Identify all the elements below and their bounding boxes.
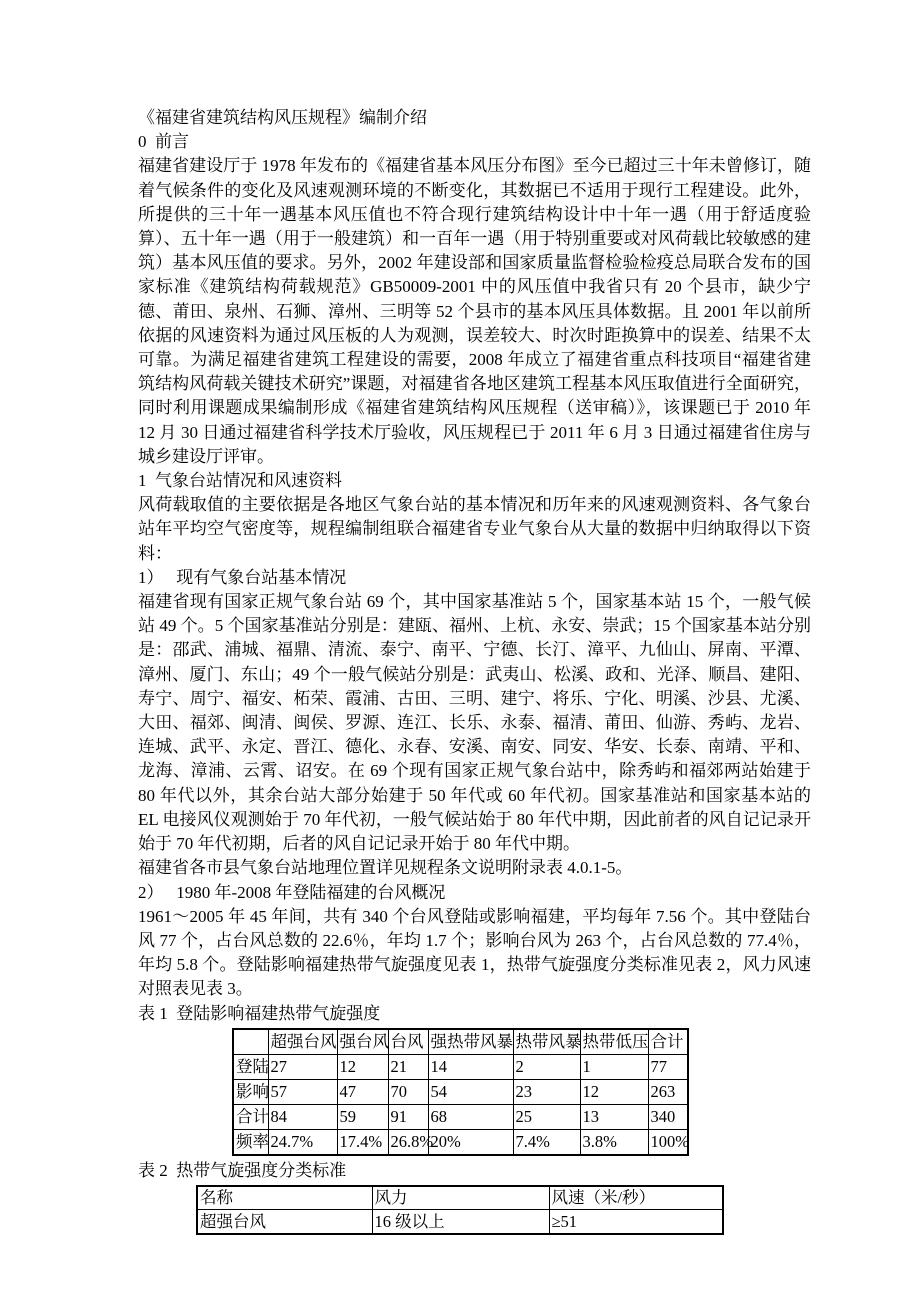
table1-cell: 26.8% [388,1129,428,1155]
table1-header-cell: 超强台风 [268,1029,337,1055]
table2-header-cell: 风力 [372,1186,549,1210]
paragraph-preface: 福建省建设厅于 1978 年发布的《福建省基本风压分布图》至今已超过三十年未曾修订，随着气候条件的变化及风速观测环境的不断变化，其数据已不适用于现行工程建设。此外，所提供的三十年一遇基本风压值也不符合现行建筑结构设计中十年一遇（用于舒适度验算）、五十年一遇（用于一般建筑）和一百年一遇（用于特别重要或对风荷载比较敏感的建筑）基本风压值的要求。另外，2002 年建设部和国家质量监督检验检疫总局联合发布的国家标准《建筑结构荷载规范》GB50009-2001 中的风压值中我省只有 20 个县市，缺少宁德、莆田、泉州、石狮、漳州、三明等 52 个县市的基本风压具体数据。且 2001 年以前所依据的风速资料为通过风压板的人为观测，误差较大、时次时距换算中的误差、结果不太可靠。为满足福建省建筑工程建设的需要，2008 年成立了福建省重点科技项目“福建省建筑结构风荷载关键技术研究”课题，对福建省各地区建筑工程基本风压取值进行全面研究，同时利用课题成果编制形成《福建省建筑结构风压规程（送审稿）》，该课题已于 2010 年 12 月 30 日通过福建省科学技术厅验收，风压规程已于 2011 年 6 月 3 日通过福建省住房与城乡建设厅评审。 [138,156,811,466]
table1-cell: 57 [268,1079,337,1104]
table1-header-cell: 热带低压 [580,1029,648,1055]
table1-row-label: 频率 [233,1129,268,1155]
list-item-2-typhoons: 2） 1980 年-2008 年登陆福建的台风概况 [138,882,446,902]
table2-cell: 16 级以上 [372,1210,549,1234]
table1-cell: 54 [428,1079,513,1104]
table1-cell: 77 [648,1054,688,1079]
table1-cell: 12 [580,1079,648,1104]
table2-header-cell: 风速（米/秒） [549,1186,723,1210]
table1-header-cell [233,1029,268,1055]
table1-header-cell: 热带风暴 [513,1029,580,1055]
table1-cell: 100% [648,1129,688,1155]
document-title: 《福建省建筑结构风压规程》编制介绍 [138,108,427,127]
table2-caption: 表 2 热带气旋强度分类标准 [138,1160,347,1180]
table-typhoon-intensity [232,1028,689,1156]
table1-header-cell: 台风 [388,1029,428,1055]
table-row [233,1129,688,1155]
table-row [233,1079,688,1104]
table1-cell: 91 [388,1104,428,1129]
table2-cell: ≥51 [549,1210,723,1234]
table2-cell: 超强台风 [197,1210,372,1234]
table1-row-label: 影响 [233,1079,268,1104]
table-row [233,1054,688,1079]
table1-cell: 2 [513,1054,580,1079]
table1-cell: 59 [337,1104,388,1129]
table-header-row [197,1186,723,1210]
table1-header-cell: 强台风 [337,1029,388,1055]
heading-preface: 0 前言 [138,132,189,152]
table1-cell: 14 [428,1054,513,1079]
table1-cell: 17.4% [337,1129,388,1155]
table1-cell: 340 [648,1104,688,1129]
table1-cell: 23 [513,1079,580,1104]
table1-cell: 25 [513,1104,580,1129]
table1-cell: 263 [648,1079,688,1104]
paragraph-data-basis: 风荷载取值的主要依据是各地区气象台站的基本情况和历年来的风速观测资料、各气象台站年平均空气密度等，规程编制组联合福建省专业气象台从大量的数据中归纳取得以下资料： [138,495,811,563]
table1-cell: 1 [580,1054,648,1079]
list-item-1-stations: 1） 现有气象台站基本情况 [138,567,347,587]
table1-cell: 21 [388,1054,428,1079]
table1-header-cell: 强热带风暴 [428,1029,513,1055]
table1-cell: 70 [388,1079,428,1104]
table1-cell: 47 [337,1079,388,1104]
table1-cell: 7.4% [513,1129,580,1155]
table1-cell: 20% [428,1129,513,1155]
paragraph-stations: 福建省现有国家正规气象台站 69 个，其中国家基准站 5 个，国家基本站 15 个，一般气候站 49 个。5 个国家基准站分别是：建瓯、福州、上杭、永安、崇武；15 个国家基本站分别是：邵武、浦城、福鼎、清流、泰宁、南平、宁德、长汀、漳平、九仙山、屏南、平潭、漳州、厦门、东山；49 个一般气候站分别是：武夷山、松溪、政和、光泽、顺昌、建阳、寿宁、周宁、福安、柘荣、霞浦、古田、三明、建宁、将乐、宁化、明溪、沙县、尤溪、大田、福郊、闽清、闽侯、罗源、连江、长乐、永泰、福清、莆田、仙游、秀屿、龙岩、连城、武平、永定、晋江、德化、永春、安溪、南安、同安、华安、长泰、南靖、平和、龙海、漳浦、云霄、诏安。在 69 个现有国家正规气象台站中，除秀屿和福郊两站始建于 80 年代以外，其余台站大部分始建于 50 年代或 60 年代初。国家基准站和国家基本站的 EL 电接风仪观测始于 70 年代初，一般气候站始于 80 年代中期，因此前者的风自记记录开始于 70 年代初期，后者的风自记记录开始于 80 年代中期。 [138,592,811,854]
heading-section1: 1 气象台站情况和风速资料 [138,471,342,491]
paragraph-station-locations: 福建省各市县气象台站地理位置详见规程条文说明附录表 4.0.1-5。 [138,858,633,878]
table-intensity-classification [196,1185,724,1235]
table2-header-cell: 名称 [197,1186,372,1210]
table1-cell: 13 [580,1104,648,1129]
table1-header-cell: 合计 [648,1029,688,1055]
table-row [233,1104,688,1129]
table1-cell: 3.8% [580,1129,648,1155]
table1-row-label: 合计 [233,1104,268,1129]
table1-row-label: 登陆 [233,1054,268,1079]
paragraph-typhoon-stats: 1961～2005 年 45 年间，共有 340 个台风登陆或影响福建，平均每年 7.56 个。其中登陆台风 77 个，占台风总数的 22.6％，年均 1.7 个；影响台风为 263 个，占台风总数的 77.4％，年均 5.8 个。登陆影响福建热带气旋强度见表 1，热带气旋强度分类标准见表 2，风力风速对照表见表 3。 [138,906,811,999]
table1-caption: 表 1 登陆影响福建热带气旋强度 [138,1003,381,1023]
table1-cell: 68 [428,1104,513,1129]
table1-cell: 24.7% [268,1129,337,1155]
document-content [138,106,811,1235]
table-row [197,1210,723,1234]
table1-cell: 12 [337,1054,388,1079]
table1-cell: 27 [268,1054,337,1079]
table-header-row [233,1029,688,1055]
table1-cell: 84 [268,1104,337,1129]
